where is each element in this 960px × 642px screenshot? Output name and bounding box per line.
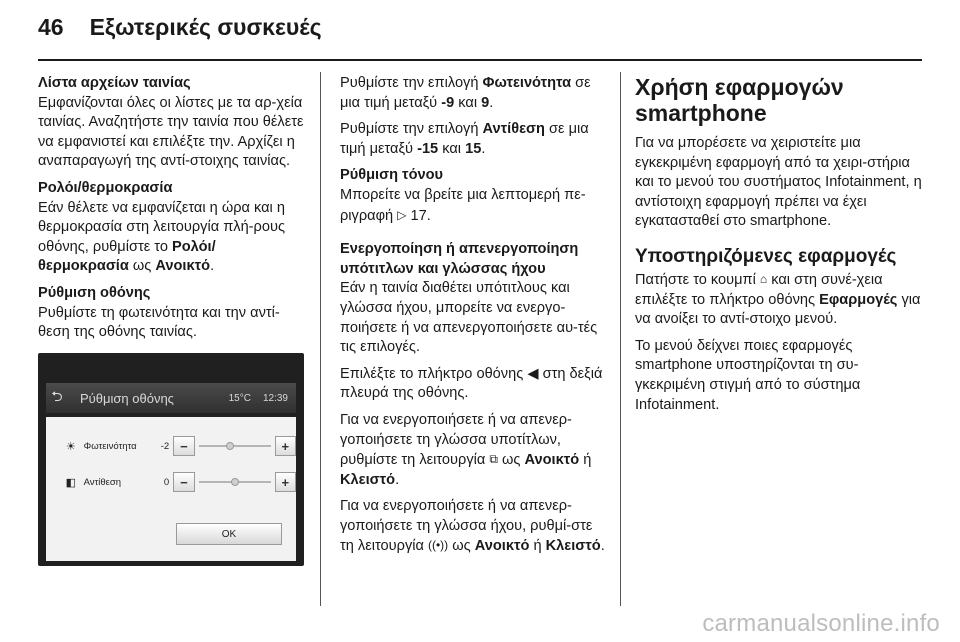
audio-icon: ((•)) (427, 538, 449, 553)
header-rule (38, 59, 922, 61)
text-run: Ρυθμίστε την επιλογή (340, 121, 479, 138)
text-run: στη δεξιά πλευρά της οθόνης. (340, 365, 603, 402)
text-run: Πατήστε το κουμπί (635, 271, 756, 288)
text-run: ή (533, 538, 542, 555)
section-tone-settings (340, 166, 608, 226)
bold-term: 15 (465, 140, 482, 157)
section-body: Εάν η ταινία διαθέτει υπότιτλους και γλώσσα ήχου, μπορείτε να ενεργο-ποιήσετε ή να απενεργοποιήσετε αυ-τές τις επιλογές. (340, 280, 598, 356)
brightness-plus-button[interactable]: + (275, 436, 296, 456)
section-display-settings (38, 284, 304, 343)
paragraph-subtitle-language (340, 411, 608, 490)
column-divider-2 (620, 72, 621, 606)
text-run: σε μια τιμή μεταξύ (340, 75, 591, 111)
screen-title: Ρύθμιση οθόνης (80, 390, 174, 406)
bold-term: Εφαρμογές (819, 291, 898, 308)
bold-term: Ρολόι/ θερμοκρασία (38, 238, 216, 275)
text-run: . (395, 471, 400, 488)
bold-term: -9 (441, 94, 455, 111)
section-title: Ρολόι/θερμοκρασία (38, 179, 173, 196)
display-settings-screenshot (38, 353, 304, 566)
text-run: Για να ενεργοποιήσετε ή να απενερ-γοποιήσετε τη γλώσσα ήχου, ρυθμί-στε τη λειτουργία (340, 498, 593, 555)
section-title: Λίστα αρχείων ταινίας (38, 75, 191, 91)
section-title: Ρύθμιση οθόνης (38, 284, 151, 301)
contrast-value: 0 (163, 476, 170, 488)
contrast-slider-knob[interactable] (231, 478, 239, 486)
paragraph-open-apps (635, 270, 925, 330)
section-body: Μπορείτε να βρείτε μια λεπτομερή πε-ριγραφή (340, 186, 586, 224)
section-movie-file-list (38, 74, 304, 172)
home-icon: ⌂ (759, 271, 768, 286)
page-ref-icon: ▷ (397, 207, 407, 222)
page-title: Εξωτερικές συσκευές (89, 14, 322, 40)
contrast-slider[interactable] (199, 472, 271, 492)
brightness-label: Φωτεινότητα (83, 440, 137, 452)
paragraph-audio-language (340, 497, 608, 557)
contrast-minus-button[interactable]: − (173, 472, 194, 492)
screen-body (46, 417, 296, 561)
section-subtitles-audio (340, 240, 608, 358)
text-run: σε μια τιμή μεταξύ (340, 121, 589, 157)
text-run: . (600, 538, 605, 555)
screen-title-bar (46, 383, 296, 413)
section-body: Εμφανίζονται όλες οι λίστες με τα αρ-χεία ταινίας. Αναζητήστε την ταινία που θέλετε να εμφανιστεί και επιλέξτε την. Αρχίζει η αναπαραγωγή της αντί-στοιχης ταινίας. (38, 94, 304, 170)
section-body: Εάν θέλετε να εμφανίζεται η ώρα και η θερμοκρασία στη λειτουργία πλή-ρους οθόνης, ρυθμίστε το (38, 199, 285, 255)
section-clock-temperature (38, 179, 304, 277)
bold-term: Φωτεινότητα (482, 75, 572, 91)
brightness-row (46, 431, 296, 461)
text-run: και (442, 140, 462, 157)
text-run: και στη συνέ-χεια επιλέξτε το πλήκτρο οθόνης (635, 271, 883, 308)
temperature-readout: 15°C (228, 392, 251, 404)
section-title: Ενεργοποίηση ή απενεργοποίηση υπότιτλων και γλώσσας ήχου (340, 241, 579, 277)
text-run: Επιλέξτε το πλήκτρο οθόνης (340, 365, 524, 382)
section-body: Ρυθμίστε τη φωτεινότητα και την αντί-θεση της οθόνης ταινίας. (38, 304, 280, 341)
subtitle-icon: ⧉ (489, 452, 498, 467)
bold-term: Ανοικτό (155, 258, 211, 275)
text-run: . (210, 258, 215, 275)
text-run: . (481, 140, 486, 157)
text-run: Για να ενεργοποιήσετε ή να απενερ-γοποιήσετε τη γλώσσα υποτίτλων, ρυθμίστε τη λειτουργία (340, 411, 572, 469)
text-run: . (489, 94, 494, 111)
brightness-slider-knob[interactable] (226, 442, 234, 450)
column-3 (635, 74, 925, 422)
sun-icon: ☀ (65, 440, 76, 453)
subsection-heading: Υποστηριζόμενες εφαρμογές (635, 245, 897, 267)
paragraph-contrast-range (340, 120, 608, 159)
bold-term: Αντίθεση (482, 121, 545, 138)
text-run: ή (583, 452, 592, 469)
paragraph-brightness-range (340, 74, 608, 113)
column-2 (340, 74, 608, 564)
brightness-value: -2 (160, 440, 170, 452)
brightness-slider[interactable] (199, 436, 271, 456)
page-number: 46 (38, 14, 64, 40)
text-run: Ρυθμίστε την επιλογή (340, 75, 479, 91)
column-1 (38, 74, 304, 350)
text-run: για να ανοίξει το αντί-στοιχο μενού. (635, 291, 921, 328)
bold-term: Ανοικτό (524, 452, 580, 469)
page-ref[interactable]: 17. (410, 207, 431, 224)
ok-button[interactable]: OK (176, 523, 282, 545)
text-run: ως (132, 258, 152, 275)
text-run: και (458, 94, 478, 111)
bold-term: Ανοικτό (474, 538, 530, 555)
bold-term: -15 (417, 140, 439, 157)
section-title: Ρύθμιση τόνου (340, 167, 444, 184)
text-run: ως (452, 538, 471, 555)
contrast-icon: ◧ (65, 476, 76, 489)
contrast-label: Αντίθεση (83, 476, 122, 488)
back-arrow-icon[interactable]: ⮌ (51, 388, 63, 404)
paragraph-intro: Για να μπορέσετε να χειριστείτε μια εγκεκριμένη εφαρμογή από τα χειρι-στήρια και το μενού του συστήματος Infotainment, η αντίστοιχη εφαρμογή πρέπει να έχει εγκατασταθεί στο smartphone. (635, 135, 922, 230)
column-divider-1 (320, 72, 321, 606)
contrast-row (46, 467, 296, 497)
section-heading: Χρήση εφαρμογών smartphone (635, 74, 844, 126)
left-triangle-icon: ◀ (527, 365, 539, 382)
bold-term: Κλειστό (340, 471, 396, 488)
page-header (38, 14, 322, 50)
bold-term: Κλειστό (545, 538, 601, 555)
watermark: carmanualsonline.info (702, 610, 940, 637)
paragraph-menu-info: Το μενού δείχνει ποιες εφαρμογές smartphone υποστηρίζονται τη συ-γκεκριμένη στιγμή από το σύστημα Infotainment. (635, 337, 861, 413)
time-readout: 12:39 (262, 392, 288, 404)
brightness-minus-button[interactable]: − (173, 436, 194, 456)
paragraph-select-key (340, 365, 608, 404)
text-run: ως (502, 452, 521, 469)
contrast-plus-button[interactable]: + (275, 472, 296, 492)
bold-term: 9 (481, 94, 490, 111)
